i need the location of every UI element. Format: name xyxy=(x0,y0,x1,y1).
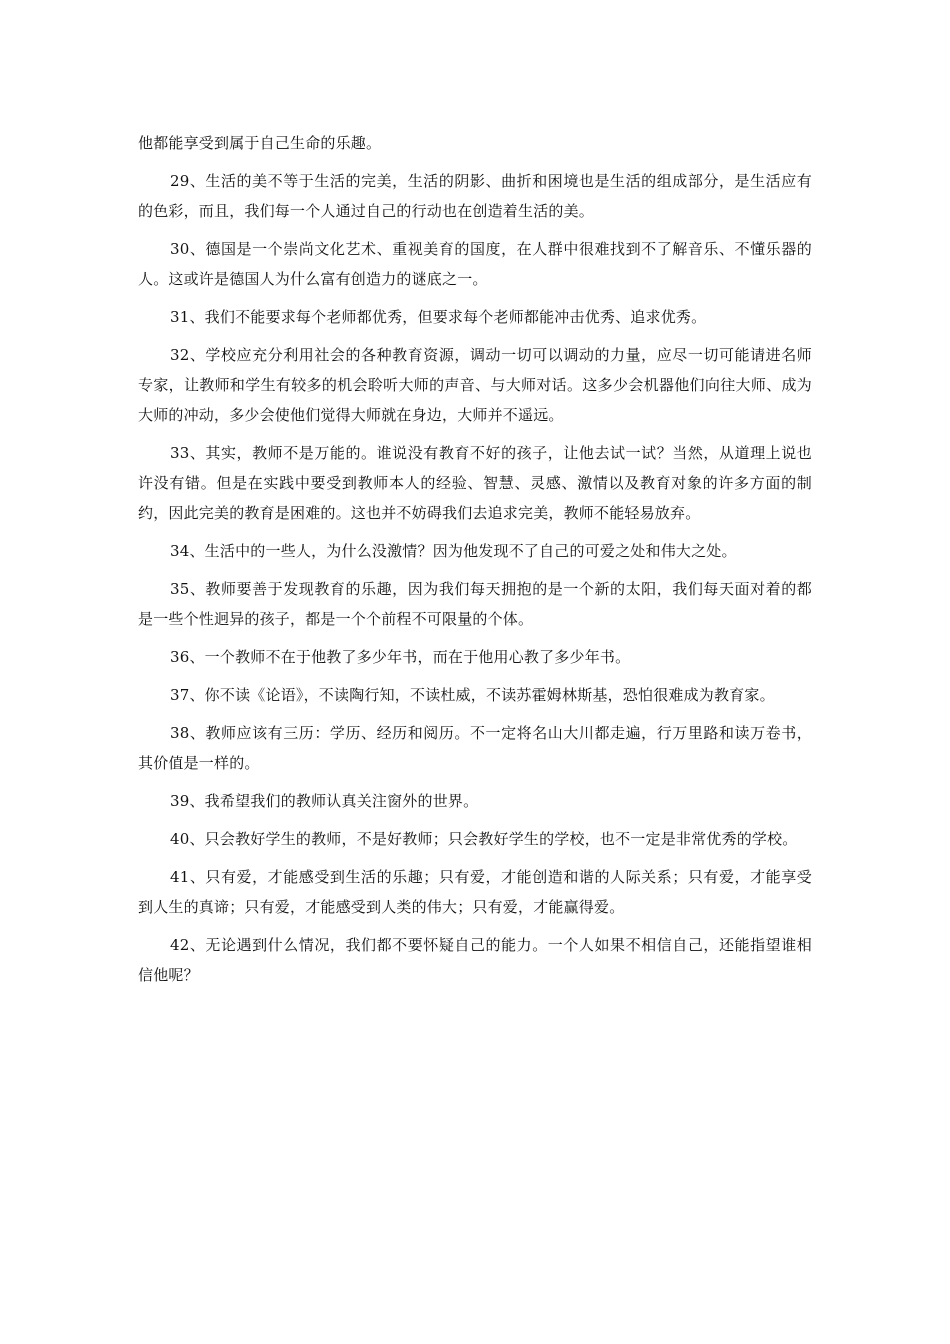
paragraph-continuation: 他都能享受到属于自己生命的乐趣。 xyxy=(138,134,382,152)
paragraph-29: 29、生活的美不等于生活的完美，生活的阴影、曲折和困境也是生活的组成部分，是生活应有的色彩，而且，我们每一个人通过自己的行动也在创造着生活的美。 xyxy=(138,172,812,220)
paragraph-41: 41、只有爱，才能感受到生活的乐趣；只有爱，才能创造和谐的人际关系；只有爱，才能享受到人生的真谛；只有爱，才能感受到人类的伟大；只有爱，才能赢得爱。 xyxy=(138,868,812,916)
paragraph-34: 34、生活中的一些人，为什么没激情？因为他发现不了自己的可爱之处和伟大之处。 xyxy=(170,542,737,560)
paragraph-35: 35、教师要善于发现教育的乐趣，因为我们每天拥抱的是一个新的太阳，我们每天面对着的都是一些个性迥异的孩子，都是一个个前程不可限量的个体。 xyxy=(138,580,812,628)
paragraph-31: 31、我们不能要求每个老师都优秀，但要求每个老师都能冲击优秀、追求优秀。 xyxy=(170,308,707,326)
paragraph-40: 40、只会教好学生的教师，不是好教师；只会教好学生的学校，也不一定是非常优秀的学校。 xyxy=(170,830,798,848)
paragraph-42: 42、无论遇到什么情况，我们都不要怀疑自己的能力。一个人如果不相信自己，还能指望谁相信他呢？ xyxy=(138,936,812,984)
document-body xyxy=(138,128,812,998)
paragraph-36: 36、一个教师不在于他教了多少年书，而在于他用心教了多少年书。 xyxy=(170,648,631,666)
paragraph-30: 30、德国是一个崇尚文化艺术、重视美育的国度，在人群中很难找到不了解音乐、不懂乐器的人。这或许是德国人为什么富有创造力的谜底之一。 xyxy=(138,240,812,288)
paragraph-38: 38、教师应该有三历：学历、经历和阅历。不一定将名山大川都走遍，行万里路和读万卷书，其价值是一样的。 xyxy=(138,724,812,772)
paragraph-37: 37、你不读《论语》，不读陶行知，不读杜威，不读苏霍姆林斯基，恐怕很难成为教育家。 xyxy=(170,686,775,704)
paragraph-33: 33、其实，教师不是万能的。谁说没有教育不好的孩子，让他去试一试？当然，从道理上说也许没有错。但是在实践中要受到教师本人的经验、智慧、灵感、激情以及教育对象的许多方面的制约，因此完美的教育是困难的。这也并不妨碍我们去追求完美，教师不能轻易放弃。 xyxy=(138,444,812,522)
paragraph-39: 39、我希望我们的教师认真关注窗外的世界。 xyxy=(170,792,479,810)
paragraph-32: 32、学校应充分利用社会的各种教育资源，调动一切可以调动的力量，应尽一切可能请进名师专家，让教师和学生有较多的机会聆听大师的声音、与大师对话。这多少会机器他们向往大师、成为大师的冲动，多少会使他们觉得大师就在身边，大师并不遥远。 xyxy=(138,346,812,424)
